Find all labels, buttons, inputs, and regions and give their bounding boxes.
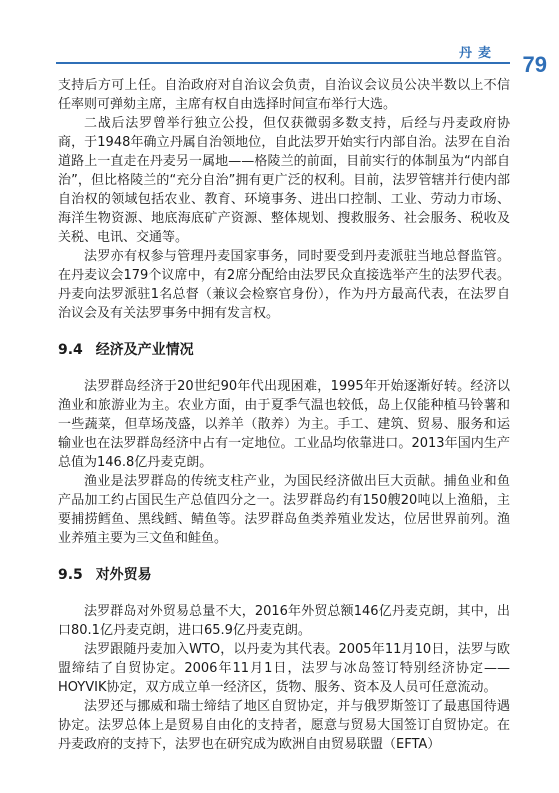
paragraph: 二战后法罗曾举行独立公投，但仅获微弱多数支持，后经与丹麦政府协商，于1948年确立丹属自治领地位，自此法罗开始实行内部自治。法罗在自治道路上一直走在丹麦另一属地——格陵兰的前面，目前实行的体制虽为“内部自治”，但比格陵兰的“充分自治”拥有更广泛的权利。目前，法罗管辖并行使内部自治权的领域包括农业、教育、环境事务、进出口控制、工业、劳动力市场、海洋生物资源、地底海底矿产资源、整体规划、搜救服务、社会服务、税收及关税、电讯、交通等。 <box>58 116 510 245</box>
section-title: 经济及产业情况 <box>95 342 194 358</box>
running-title: 丹麦 <box>458 46 497 61</box>
section-heading-9-5 <box>58 565 510 585</box>
paragraph: 渔业是法罗群岛的传统支柱产业，为国民经济做出巨大贡献。捕鱼业和鱼产品加工约占国民生产总值四分之一。法罗群岛约有150艘20吨以上渔船，主要捕捞鳕鱼、黑线鳕、鲭鱼等。法罗群岛鱼类养殖业发达，位居世界前列。渔业养殖主要为三文鱼和鲑鱼。 <box>58 474 510 546</box>
section-number: 9.5 <box>58 567 83 583</box>
paragraph: 支持后方可上任。自治政府对自治议会负责，自治议会议员公决半数以上不信任率则可弹劾主席，主席有权自由选择时间宣布举行大选。 <box>58 78 510 112</box>
section-title: 对外贸易 <box>95 567 152 583</box>
section-number: 9.4 <box>58 342 83 358</box>
page-body <box>58 76 510 754</box>
paragraph: 法罗群岛对外贸易总量不大，2016年外贸总额146亿丹麦克朗，其中，出口80.1亿丹麦克朗，进口65.9亿丹麦克朗。 <box>58 604 510 638</box>
header-rule <box>56 62 510 64</box>
section-heading-9-4 <box>58 340 510 360</box>
paragraph: 法罗群岛经济于20世纪90年代出现困难，1995年开始逐渐好转。经济以渔业和旅游业为主。农业方面，由于夏季气温也较低，岛上仅能种植马铃薯和一些蔬菜，但草场茂盛，以养羊（散养）为主。手工、建筑、贸易、服务和运输业也在法罗群岛经济中占有一定地位。工业品均依靠进口。2013年国内生产总值为146.8亿丹麦克朗。 <box>58 379 510 470</box>
paragraph: 法罗还与挪威和瑞士缔结了地区自贸协定，并与俄罗斯签订了最惠国待遇协定。法罗总体上是贸易自由化的支持者，愿意与贸易大国签订自贸协定。在丹麦政府的支持下，法罗也在研究成为欧洲自由贸易联盟（EFTA） <box>58 699 510 752</box>
page-number: 79 <box>522 52 547 77</box>
paragraph: 法罗跟随丹麦加入WTO，以丹麦为其代表。2005年11月10日，法罗与欧盟缔结了自贸协定。2006年11月1日，法罗与冰岛签订特别经济协定——HOYVIK协定，双方成立单一经济区，货物、服务、资本及人员可任意流动。 <box>58 642 510 695</box>
page-header <box>0 0 559 80</box>
paragraph: 法罗亦有权参与管理丹麦国家事务，同时要受到丹麦派驻当地总督监管。在丹麦议会179个议席中，有2席分配给由法罗民众直接选举产生的法罗代表。丹麦向法罗派驻1名总督（兼议会检察官身份），作为丹方最高代表，在法罗自治议会及有关法罗事务中拥有发言权。 <box>58 249 510 321</box>
